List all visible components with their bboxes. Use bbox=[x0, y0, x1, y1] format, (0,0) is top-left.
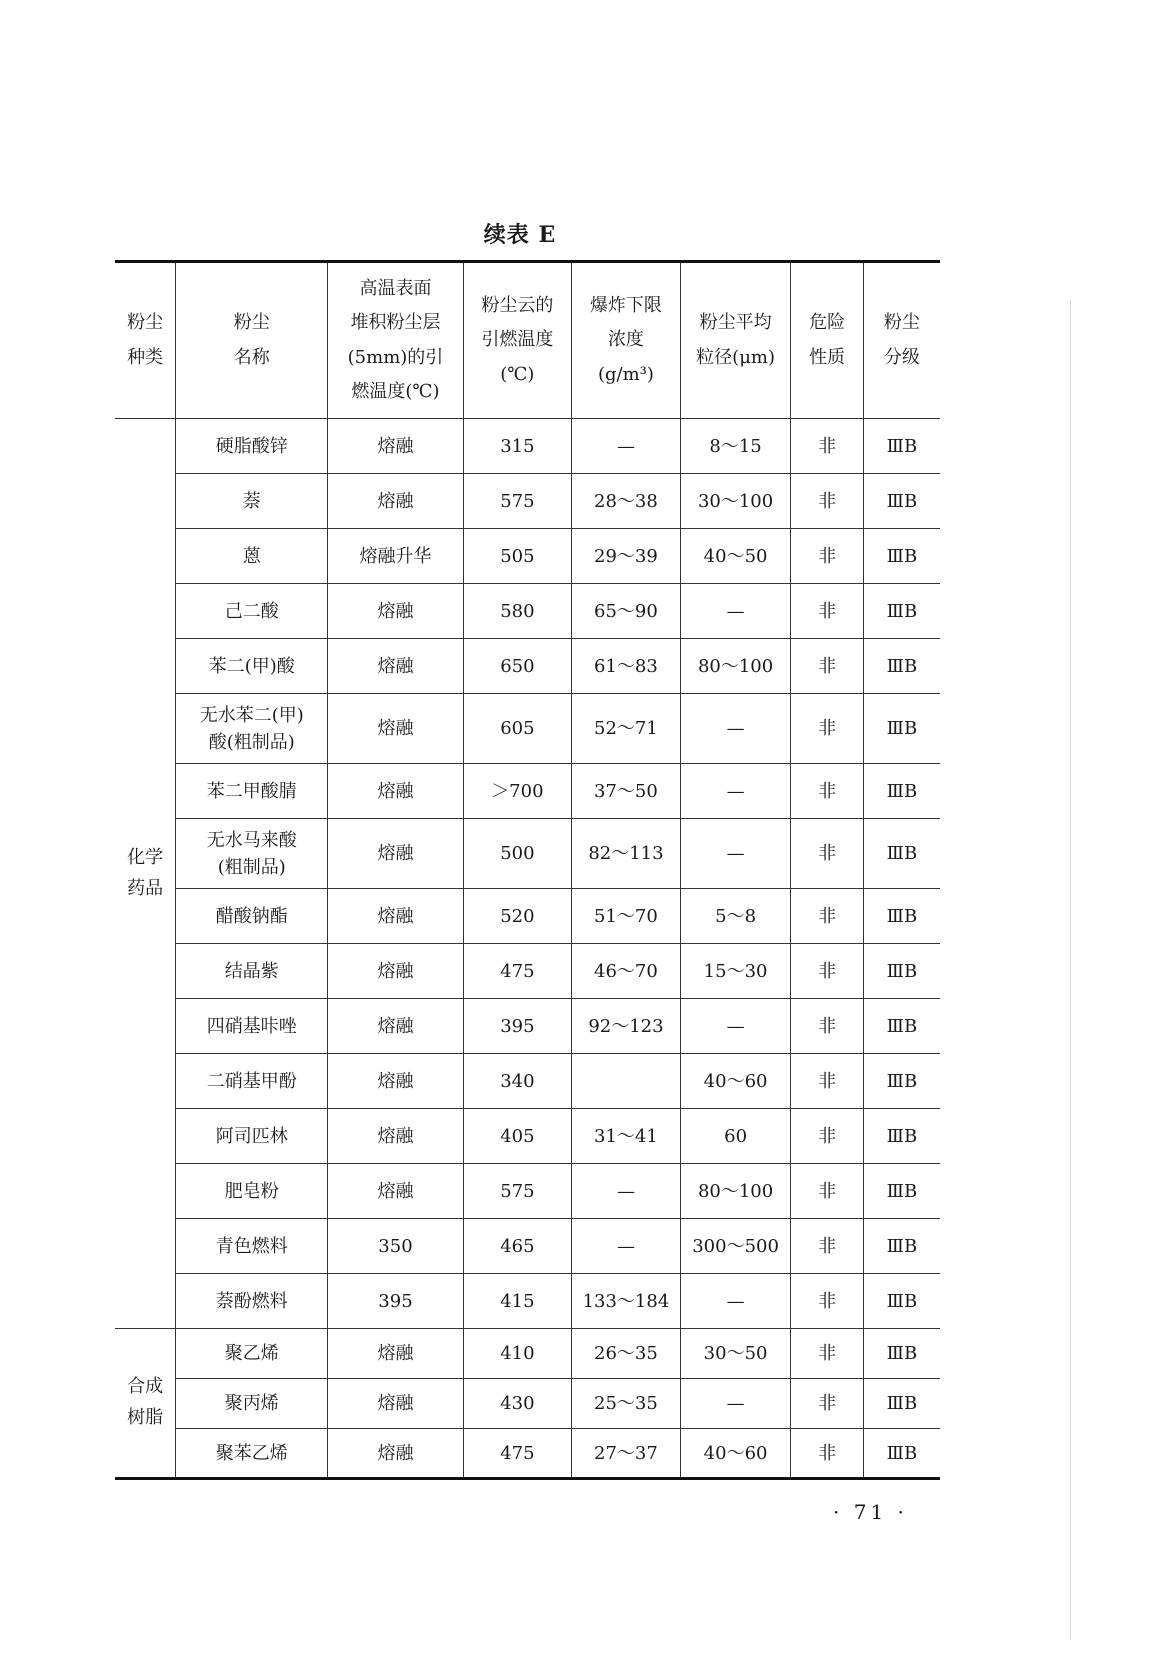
cell-mean-particle-size: 40～60 bbox=[680, 1054, 791, 1109]
cell-dust-name: 无水苯二(甲) 酸(粗制品) bbox=[176, 694, 328, 764]
cell-layer-ignition-temp: 熔融 bbox=[328, 819, 463, 889]
cell-dust-name: 无水马来酸 (粗制品) bbox=[176, 819, 328, 889]
table-header-row bbox=[115, 262, 940, 419]
cell-cloud-ignition-temp: 575 bbox=[463, 474, 572, 529]
cell-cloud-ignition-temp: 405 bbox=[463, 1109, 572, 1164]
cell-layer-ignition-temp: 熔融 bbox=[328, 1109, 463, 1164]
cell-lower-explosion-limit: 82～113 bbox=[572, 819, 681, 889]
cell-hazard-nature: 非 bbox=[791, 584, 863, 639]
cell-lower-explosion-limit: 27～37 bbox=[572, 1429, 681, 1479]
cell-mean-particle-size: 40～60 bbox=[680, 1429, 791, 1479]
cell-dust-class: ⅢB bbox=[863, 694, 940, 764]
table-row bbox=[115, 1274, 940, 1329]
cell-dust-name: 醋酸钠酯 bbox=[176, 889, 328, 944]
cell-mean-particle-size: 30～50 bbox=[680, 1329, 791, 1379]
cell-dust-name: 四硝基咔唑 bbox=[176, 999, 328, 1054]
cell-hazard-nature: 非 bbox=[791, 474, 863, 529]
cell-lower-explosion-limit: 92～123 bbox=[572, 999, 681, 1054]
cell-cloud-ignition-temp: 650 bbox=[463, 639, 572, 694]
cell-layer-ignition-temp: 熔融 bbox=[328, 474, 463, 529]
cell-dust-name: 硬脂酸锌 bbox=[176, 419, 328, 474]
cell-layer-ignition-temp: 熔融 bbox=[328, 1379, 463, 1429]
cell-cloud-ignition-temp: 500 bbox=[463, 819, 572, 889]
table-row bbox=[115, 584, 940, 639]
cell-cloud-ignition-temp: 580 bbox=[463, 584, 572, 639]
cell-hazard-nature: 非 bbox=[791, 1164, 863, 1219]
header-hazard-nature: 危险 性质 bbox=[791, 262, 863, 419]
cell-lower-explosion-limit: 133～184 bbox=[572, 1274, 681, 1329]
cell-hazard-nature: 非 bbox=[791, 529, 863, 584]
table-row bbox=[115, 694, 940, 764]
table-row bbox=[115, 1054, 940, 1109]
cell-layer-ignition-temp: 熔融 bbox=[328, 889, 463, 944]
cell-cloud-ignition-temp: 575 bbox=[463, 1164, 572, 1219]
cell-mean-particle-size: 300～500 bbox=[680, 1219, 791, 1274]
header-lower-explosion-limit: 爆炸下限 浓度 (g/m³) bbox=[572, 262, 681, 419]
cell-mean-particle-size: — bbox=[680, 764, 791, 819]
cell-lower-explosion-limit: — bbox=[572, 1164, 681, 1219]
cell-dust-name: 聚苯乙烯 bbox=[176, 1429, 328, 1479]
cell-layer-ignition-temp: 熔融 bbox=[328, 1429, 463, 1479]
cell-dust-class: ⅢB bbox=[863, 529, 940, 584]
cell-hazard-nature: 非 bbox=[791, 944, 863, 999]
cell-lower-explosion-limit: — bbox=[572, 1219, 681, 1274]
cell-layer-ignition-temp: 350 bbox=[328, 1219, 463, 1274]
cell-hazard-nature: 非 bbox=[791, 764, 863, 819]
table-row bbox=[115, 1219, 940, 1274]
cell-dust-name: 聚丙烯 bbox=[176, 1379, 328, 1429]
cell-mean-particle-size: 80～100 bbox=[680, 639, 791, 694]
cell-hazard-nature: 非 bbox=[791, 419, 863, 474]
cell-dust-name: 聚乙烯 bbox=[176, 1329, 328, 1379]
cell-cloud-ignition-temp: 395 bbox=[463, 999, 572, 1054]
cell-cloud-ignition-temp: 410 bbox=[463, 1329, 572, 1379]
cell-dust-class: ⅢB bbox=[863, 1109, 940, 1164]
cell-hazard-nature: 非 bbox=[791, 1379, 863, 1429]
cell-lower-explosion-limit: — bbox=[572, 419, 681, 474]
table-row bbox=[115, 999, 940, 1054]
cell-hazard-nature: 非 bbox=[791, 889, 863, 944]
cell-layer-ignition-temp: 395 bbox=[328, 1274, 463, 1329]
cell-dust-class: ⅢB bbox=[863, 1164, 940, 1219]
cell-hazard-nature: 非 bbox=[791, 1329, 863, 1379]
cell-cloud-ignition-temp: 475 bbox=[463, 944, 572, 999]
page-number: · 71 · bbox=[833, 1500, 908, 1524]
page-edge-shadow bbox=[1070, 300, 1071, 1640]
cell-hazard-nature: 非 bbox=[791, 1274, 863, 1329]
cell-lower-explosion-limit: 61～83 bbox=[572, 639, 681, 694]
cell-layer-ignition-temp: 熔融 bbox=[328, 1164, 463, 1219]
cell-dust-class: ⅢB bbox=[863, 639, 940, 694]
cell-mean-particle-size: 80～100 bbox=[680, 1164, 791, 1219]
cell-lower-explosion-limit: 51～70 bbox=[572, 889, 681, 944]
table-row bbox=[115, 1164, 940, 1219]
cell-mean-particle-size: — bbox=[680, 584, 791, 639]
table-row bbox=[115, 1109, 940, 1164]
cell-dust-name: 二硝基甲酚 bbox=[176, 1054, 328, 1109]
cell-dust-class: ⅢB bbox=[863, 1379, 940, 1429]
table-row bbox=[115, 1429, 940, 1479]
cell-layer-ignition-temp: 熔融升华 bbox=[328, 529, 463, 584]
cell-layer-ignition-temp: 熔融 bbox=[328, 694, 463, 764]
cell-lower-explosion-limit: 31～41 bbox=[572, 1109, 681, 1164]
cell-dust-name: 萘酚燃料 bbox=[176, 1274, 328, 1329]
cell-mean-particle-size: — bbox=[680, 694, 791, 764]
cell-dust-class: ⅢB bbox=[863, 944, 940, 999]
cell-dust-name: 结晶紫 bbox=[176, 944, 328, 999]
cell-layer-ignition-temp: 熔融 bbox=[328, 944, 463, 999]
cell-cloud-ignition-temp: 430 bbox=[463, 1379, 572, 1429]
cell-dust-class: ⅢB bbox=[863, 1329, 940, 1379]
cell-mean-particle-size: — bbox=[680, 1379, 791, 1429]
cell-cloud-ignition-temp: 465 bbox=[463, 1219, 572, 1274]
cell-dust-class: ⅢB bbox=[863, 1054, 940, 1109]
table-row bbox=[115, 1379, 940, 1429]
cell-dust-name: 己二酸 bbox=[176, 584, 328, 639]
header-mean-particle-size: 粉尘平均 粒径(μm) bbox=[680, 262, 791, 419]
table-row bbox=[115, 474, 940, 529]
cell-cloud-ignition-temp: 415 bbox=[463, 1274, 572, 1329]
table-row bbox=[115, 819, 940, 889]
cell-hazard-nature: 非 bbox=[791, 819, 863, 889]
cell-hazard-nature: 非 bbox=[791, 1054, 863, 1109]
cell-hazard-nature: 非 bbox=[791, 694, 863, 764]
cell-mean-particle-size: 15～30 bbox=[680, 944, 791, 999]
header-dust-name: 粉尘 名称 bbox=[176, 262, 328, 419]
cell-cloud-ignition-temp: 505 bbox=[463, 529, 572, 584]
table-row bbox=[115, 419, 940, 474]
dust-properties-table bbox=[115, 260, 940, 1480]
cell-cloud-ignition-temp: 520 bbox=[463, 889, 572, 944]
cell-dust-name: 肥皂粉 bbox=[176, 1164, 328, 1219]
cell-mean-particle-size: 8～15 bbox=[680, 419, 791, 474]
cell-dust-class: ⅢB bbox=[863, 819, 940, 889]
cell-lower-explosion-limit: 26～35 bbox=[572, 1329, 681, 1379]
cell-mean-particle-size: 30～100 bbox=[680, 474, 791, 529]
cell-dust-class: ⅢB bbox=[863, 1219, 940, 1274]
cell-hazard-nature: 非 bbox=[791, 999, 863, 1054]
cell-hazard-nature: 非 bbox=[791, 1109, 863, 1164]
cell-dust-category: 合成 树脂 bbox=[115, 1329, 176, 1479]
cell-dust-name: 青色燃料 bbox=[176, 1219, 328, 1274]
cell-cloud-ignition-temp: 605 bbox=[463, 694, 572, 764]
cell-dust-class: ⅢB bbox=[863, 764, 940, 819]
cell-dust-name: 蒽 bbox=[176, 529, 328, 584]
cell-layer-ignition-temp: 熔融 bbox=[328, 1329, 463, 1379]
cell-dust-name: 苯二甲酸腈 bbox=[176, 764, 328, 819]
cell-lower-explosion-limit: 28～38 bbox=[572, 474, 681, 529]
cell-mean-particle-size: — bbox=[680, 999, 791, 1054]
cell-mean-particle-size: — bbox=[680, 1274, 791, 1329]
cell-hazard-nature: 非 bbox=[791, 639, 863, 694]
cell-dust-class: ⅢB bbox=[863, 999, 940, 1054]
table-row bbox=[115, 1329, 940, 1379]
cell-layer-ignition-temp: 熔融 bbox=[328, 999, 463, 1054]
cell-mean-particle-size: 40～50 bbox=[680, 529, 791, 584]
table-body bbox=[115, 419, 940, 1479]
page-title: 续表 E bbox=[483, 222, 557, 248]
cell-lower-explosion-limit: 25～35 bbox=[572, 1379, 681, 1429]
header-cloud-ignition-temp: 粉尘云的 引燃温度 (℃) bbox=[463, 262, 572, 419]
cell-dust-class: ⅢB bbox=[863, 1274, 940, 1329]
cell-cloud-ignition-temp: ＞700 bbox=[463, 764, 572, 819]
header-layer-ignition-temp: 高温表面 堆积粉尘层 (5mm)的引 燃温度(℃) bbox=[328, 262, 463, 419]
cell-dust-name: 萘 bbox=[176, 474, 328, 529]
cell-dust-name: 阿司匹林 bbox=[176, 1109, 328, 1164]
header-dust-category: 粉尘 种类 bbox=[115, 262, 176, 419]
header-dust-class: 粉尘 分级 bbox=[863, 262, 940, 419]
cell-lower-explosion-limit: 52～71 bbox=[572, 694, 681, 764]
cell-dust-class: ⅢB bbox=[863, 474, 940, 529]
table-row bbox=[115, 639, 940, 694]
cell-hazard-nature: 非 bbox=[791, 1429, 863, 1479]
cell-mean-particle-size: 5～8 bbox=[680, 889, 791, 944]
cell-cloud-ignition-temp: 340 bbox=[463, 1054, 572, 1109]
cell-mean-particle-size: 60 bbox=[680, 1109, 791, 1164]
cell-lower-explosion-limit: 37～50 bbox=[572, 764, 681, 819]
cell-hazard-nature: 非 bbox=[791, 1219, 863, 1274]
cell-layer-ignition-temp: 熔融 bbox=[328, 419, 463, 474]
cell-dust-class: ⅢB bbox=[863, 584, 940, 639]
cell-mean-particle-size: — bbox=[680, 819, 791, 889]
table-row bbox=[115, 944, 940, 999]
cell-lower-explosion-limit: 65～90 bbox=[572, 584, 681, 639]
cell-dust-class: ⅢB bbox=[863, 1429, 940, 1479]
cell-dust-class: ⅢB bbox=[863, 889, 940, 944]
cell-lower-explosion-limit: 46～70 bbox=[572, 944, 681, 999]
cell-dust-class: ⅢB bbox=[863, 419, 940, 474]
table-row bbox=[115, 764, 940, 819]
cell-dust-category: 化学 药品 bbox=[115, 419, 176, 1329]
cell-dust-name: 苯二(甲)酸 bbox=[176, 639, 328, 694]
cell-layer-ignition-temp: 熔融 bbox=[328, 764, 463, 819]
table-row bbox=[115, 889, 940, 944]
cell-lower-explosion-limit: 29～39 bbox=[572, 529, 681, 584]
cell-layer-ignition-temp: 熔融 bbox=[328, 584, 463, 639]
cell-layer-ignition-temp: 熔融 bbox=[328, 639, 463, 694]
cell-cloud-ignition-temp: 475 bbox=[463, 1429, 572, 1479]
cell-lower-explosion-limit bbox=[572, 1054, 681, 1109]
cell-cloud-ignition-temp: 315 bbox=[463, 419, 572, 474]
table-row bbox=[115, 529, 940, 584]
cell-layer-ignition-temp: 熔融 bbox=[328, 1054, 463, 1109]
